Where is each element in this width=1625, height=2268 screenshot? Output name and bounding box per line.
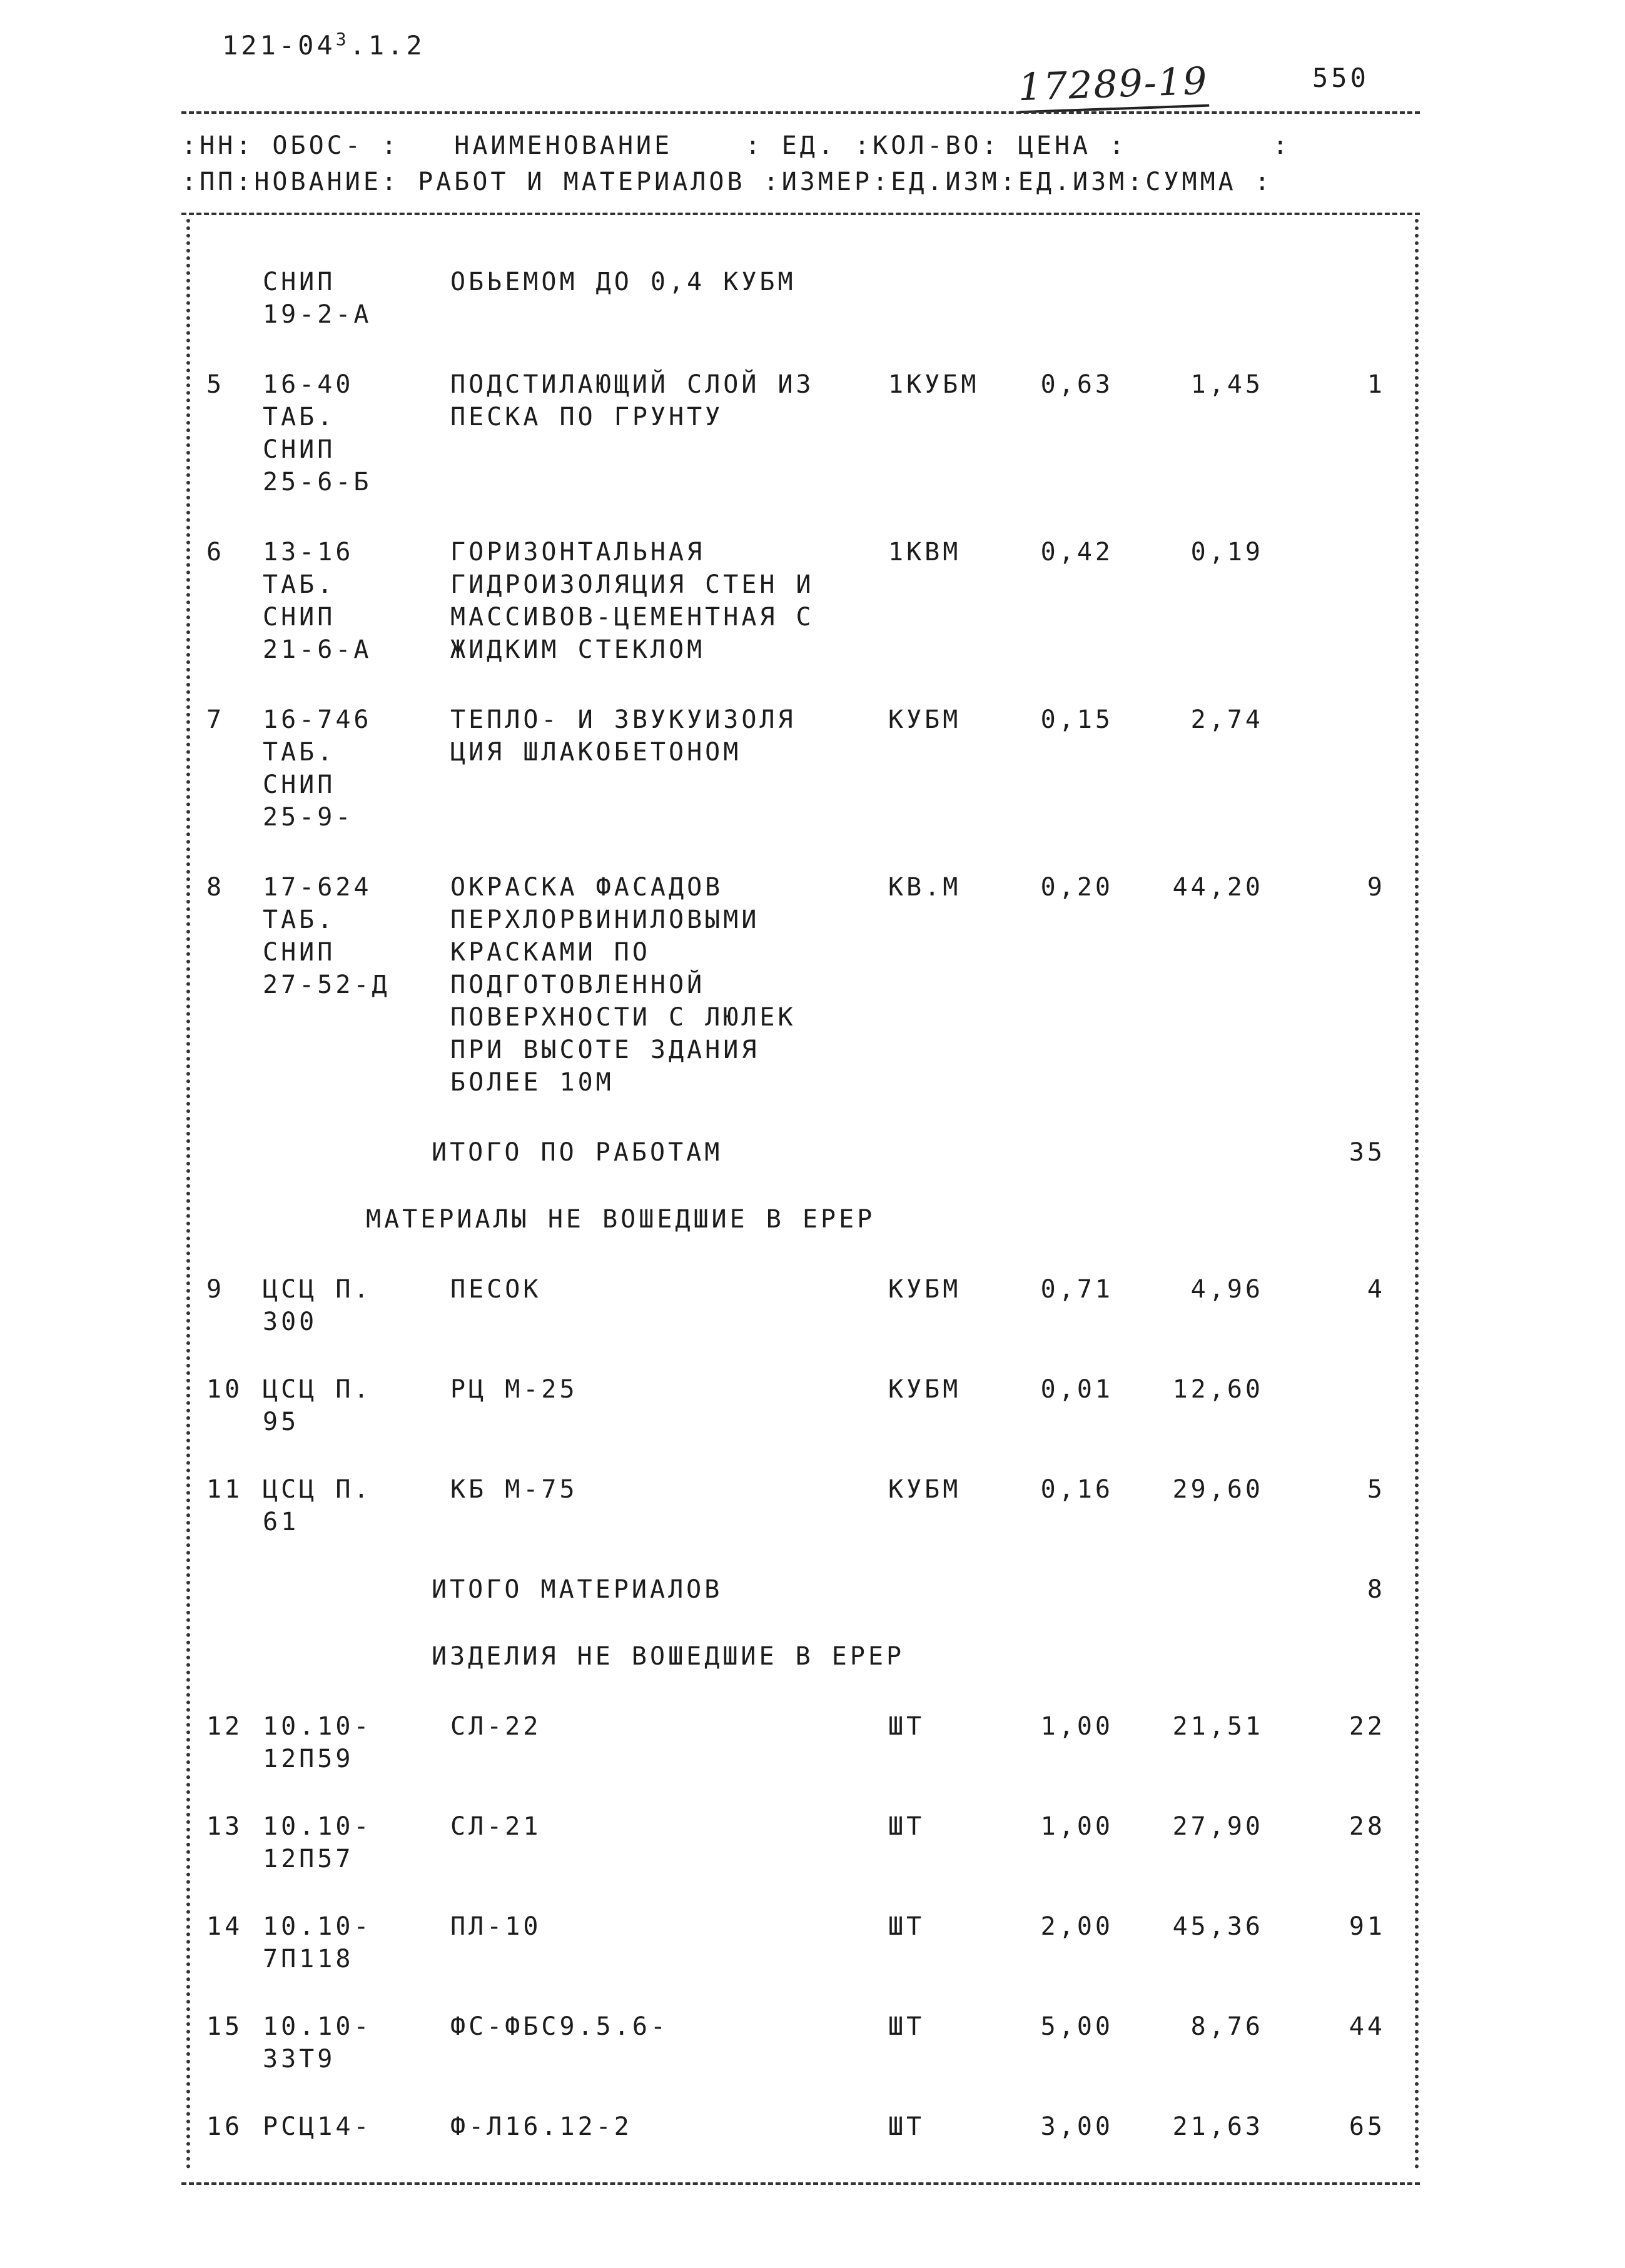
row-code-line: ТАБ. [263,570,336,599]
header-top-divider [181,111,1420,114]
row-price: 44,20 [1172,873,1263,902]
total-materials-sum: 8 [1367,1575,1385,1604]
row-code-line: 10.10- [263,1812,372,1841]
row-code-line: СНИП [263,435,336,464]
row-code-line: 10.10- [263,1912,372,1941]
row-name-line: ПРИ ВЫСОТЕ ЗДАНИЯ [450,1036,760,1064]
row-price: 21,51 [1172,1712,1263,1741]
footer-divider [181,2182,1420,2185]
row-quantity: 0,15 [1040,705,1113,734]
row-code-line: 17-624 [263,873,372,902]
row-price: 2,74 [1190,705,1263,734]
total-materials-label: ИТОГО МАТЕРИАЛОВ [432,1575,723,1604]
row-sum: 65 [1349,2112,1385,2141]
row-name-line: Ф-Л16.12-2 [450,2112,632,2141]
row-code-line: 95 [263,1408,300,1436]
row-code-line: 19-2-А [263,300,372,329]
row-name-line: ФС-ФБС9.5.6- [450,2012,669,2041]
header-bottom-divider [181,213,1420,215]
row-quantity: 0,71 [1040,1275,1113,1304]
page-number: 550 [1312,63,1369,93]
row-quantity: 5,00 [1040,2012,1113,2041]
row-quantity: 1,00 [1040,1712,1113,1741]
row-name-line: ТЕПЛО- И ЗВУКУИЗОЛЯ [450,705,796,734]
row-code-line: РСЦ14- [263,2112,372,2141]
row-code-line: 27-52-Д [263,970,390,999]
row-code-line: ЦСЦ П. [263,1275,372,1304]
row-price: 0,19 [1190,538,1263,567]
row-code-line: 25-9- [263,803,354,832]
row-sum: 9 [1367,873,1385,902]
row-unit: КУБМ [888,1475,961,1504]
row-name-line: КРАСКАМИ ПО [450,938,651,967]
row-code-line: 61 [263,1508,300,1536]
row-price: 12,60 [1172,1375,1263,1404]
header-row-2: :ПП:НОВАНИЕ: РАБОТ И МАТЕРИАЛОВ :ИЗМЕР:ЕД.ИЗМ:ЕД.ИЗМ:СУММА : [181,168,1273,196]
row-code-line: 21-6-А [263,635,372,664]
row-code-line: ТАБ. [263,403,336,431]
row-unit: ШТ [888,2112,925,2141]
row-quantity: 0,01 [1040,1375,1113,1404]
row-sum: 22 [1349,1712,1385,1741]
row-number: 9 [206,1275,225,1304]
document-code: $121-04^3.1.2$ [222,29,425,61]
row-unit: КВ.М [888,873,961,902]
row-code-line: ТАБ. [263,905,336,934]
row-code-line: 33Т9 [263,2045,336,2074]
row-name-line: ПОВЕРХНОСТИ С ЛЮЛЕК [450,1003,796,1032]
row-price: 21,63 [1172,2112,1263,2141]
row-name-line: МАССИВОВ-ЦЕМЕНТНАЯ С [450,603,814,632]
row-name-line: ОБЬЕМОМ ДО 0,4 КУБМ [450,268,796,296]
row-price: 27,90 [1172,1812,1263,1841]
row-name-line: ПЕРХЛОРВИНИЛОВЫМИ [450,905,760,934]
row-unit: ШТ [888,1912,925,1941]
row-code-line: ЦСЦ П. [263,1475,372,1504]
row-name-line: КБ М-75 [450,1475,578,1504]
row-number: 6 [206,538,225,567]
row-number: 8 [206,873,225,902]
row-name-line: БОЛЕЕ 10М [450,1068,614,1097]
products-heading: ИЗДЕЛИЯ НЕ ВОШЕДШИЕ В ЕРЕР [432,1642,905,1671]
row-name-line: ПОДГОТОВЛЕННОЙ [450,970,706,999]
row-code-line: 16-746 [263,705,372,734]
row-sum: 1 [1367,370,1385,399]
row-number: 15 [206,2012,243,2041]
header-row-1: :НН: ОБОС- : НАИМЕНОВАНИЕ : ЕД. :КОЛ-ВО: ЦЕНА : : [181,131,1292,160]
row-number: 10 [206,1375,243,1404]
row-price: 45,36 [1172,1912,1263,1941]
row-code-line: 300 [263,1308,318,1336]
row-name-line: ОКРАСКА ФАСАДОВ [450,873,724,902]
total-works-sum: 35 [1349,1138,1385,1167]
row-number: 14 [206,1912,243,1941]
row-quantity: 0,16 [1040,1475,1113,1504]
row-price: 29,60 [1172,1475,1263,1504]
row-sum: 91 [1349,1912,1385,1941]
row-sum: 44 [1349,2012,1385,2041]
row-unit: КУБМ [888,1275,961,1304]
row-number: 12 [206,1712,243,1741]
row-name-line: ПОДСТИЛАЮЩИЙ СЛОЙ ИЗ [450,370,814,399]
row-name-line: ГИДРОИЗОЛЯЦИЯ СТЕН И [450,570,814,599]
row-code-line: 7П118 [263,1945,354,1973]
row-price: 4,96 [1190,1275,1263,1304]
row-code-line: СНИП [263,770,336,799]
row-name-line: СЛ-22 [450,1712,542,1741]
row-code-line: 12П57 [263,1845,354,1873]
row-number: 11 [206,1475,243,1504]
row-number: 13 [206,1812,243,1841]
row-name-line: ГОРИЗОНТАЛЬНАЯ [450,538,706,567]
row-unit: КУБМ [888,705,961,734]
row-code-line: 25-6-Б [263,468,372,496]
row-unit: 1КУБМ [888,370,980,399]
row-number: 7 [206,705,225,734]
row-number: 5 [206,370,225,399]
row-price: 1,45 [1190,370,1263,399]
row-sum: 5 [1367,1475,1385,1504]
row-unit: КУБМ [888,1375,961,1404]
row-code-line: ТАБ. [263,738,336,767]
handwritten-number: 17289-19 [1018,59,1209,114]
materials-heading: МАТЕРИАЛЫ НЕ ВОШЕДШИЕ В ЕРЕР [366,1205,876,1234]
row-name-line: ПЛ-10 [450,1912,542,1941]
row-code-line: ЦСЦ П. [263,1375,372,1404]
row-name-line: РЦ М-25 [450,1375,578,1404]
row-unit: ШТ [888,2012,925,2041]
row-name-line: ПЕСОК [450,1275,542,1304]
row-quantity: 0,42 [1040,538,1113,567]
row-quantity: 0,63 [1040,370,1113,399]
row-code-line: 16-40 [263,370,354,399]
row-name-line: СЛ-21 [450,1812,542,1841]
right-border-colons [1415,219,1431,2170]
row-code-line: СНИП [263,938,336,967]
row-name-line: ЦИЯ ШЛАКОБЕТОНОМ [450,738,742,767]
left-border-colons [186,219,203,2170]
row-name-line: ПЕСКА ПО ГРУНТУ [450,403,724,431]
row-unit: 1КВМ [888,538,961,567]
row-code-line: СНИП [263,603,336,632]
row-quantity: 1,00 [1040,1812,1113,1841]
row-quantity: 3,00 [1040,2112,1113,2141]
row-sum: 4 [1367,1275,1385,1304]
row-code-line: СНИП [263,268,336,296]
row-sum: 28 [1349,1812,1385,1841]
row-price: 8,76 [1190,2012,1263,2041]
row-name-line: ЖИДКИМ СТЕКЛОМ [450,635,706,664]
row-unit: ШТ [888,1712,925,1741]
row-code-line: 12П59 [263,1745,354,1773]
row-code-line: 10.10- [263,2012,372,2041]
row-unit: ШТ [888,1812,925,1841]
row-quantity: 2,00 [1040,1912,1113,1941]
row-code-line: 13-16 [263,538,354,567]
total-works-label: ИТОГО ПО РАБОТАМ [432,1138,723,1167]
row-code-line: 10.10- [263,1712,372,1741]
row-number: 16 [206,2112,243,2141]
row-quantity: 0,20 [1040,873,1113,902]
